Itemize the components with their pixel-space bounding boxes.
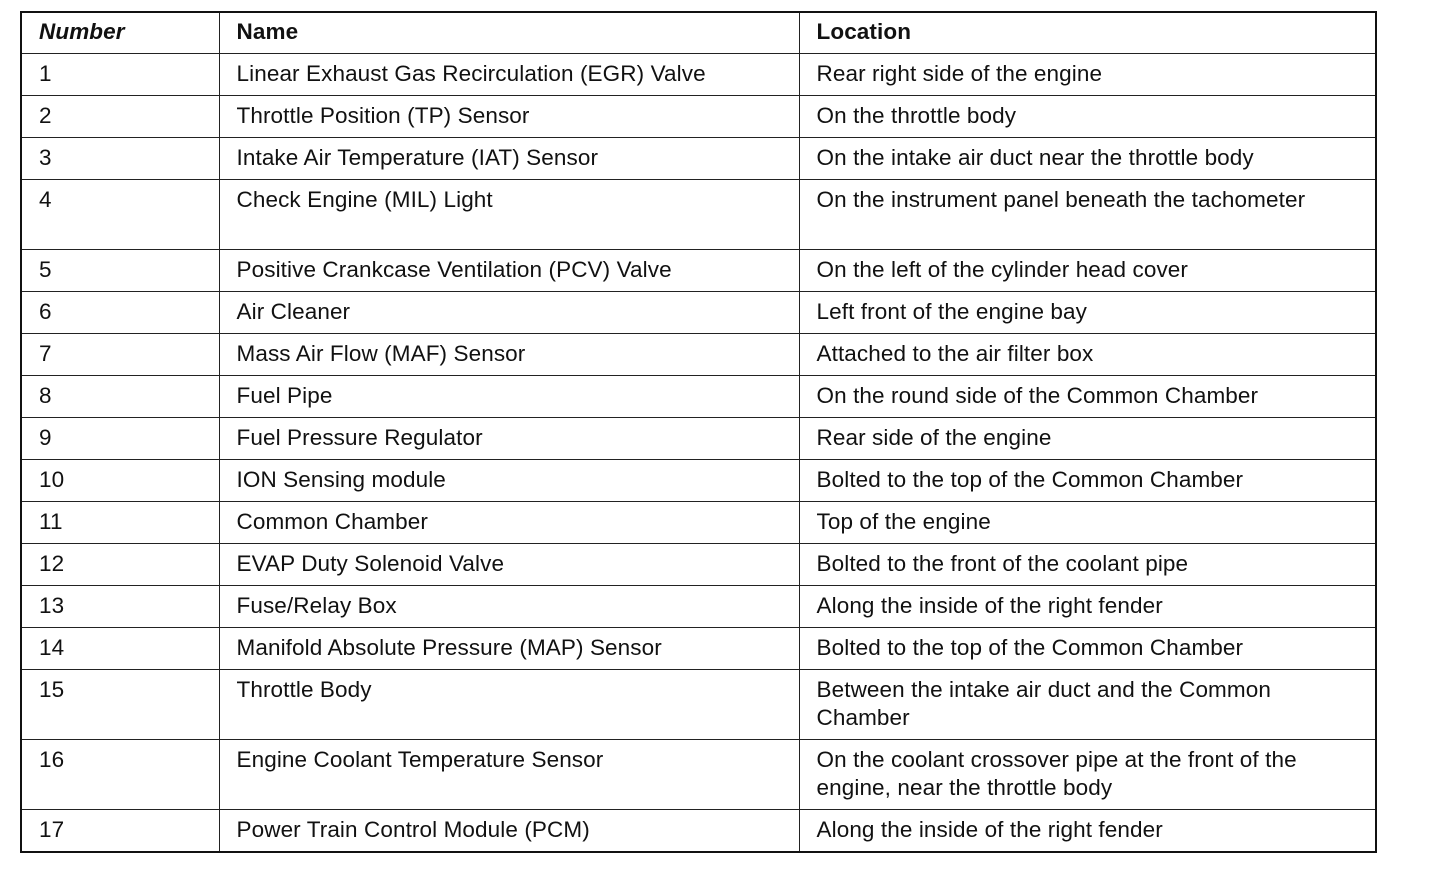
cell-location: Along the inside of the right fender [799, 810, 1376, 853]
cell-number: 17 [21, 810, 219, 853]
cell-location: Top of the engine [799, 502, 1376, 544]
cell-name: Air Cleaner [219, 292, 799, 334]
table-row [21, 460, 1376, 502]
cell-name: Check Engine (MIL) Light [219, 180, 799, 250]
cell-location: On the instrument panel beneath the tachometer [799, 180, 1376, 250]
cell-number: 7 [21, 334, 219, 376]
header-name: Name [219, 12, 799, 54]
cell-number: 12 [21, 544, 219, 586]
cell-number: 13 [21, 586, 219, 628]
table-row [21, 96, 1376, 138]
cell-number: 10 [21, 460, 219, 502]
table-row [21, 586, 1376, 628]
cell-location: On the intake air duct near the throttle body [799, 138, 1376, 180]
cell-location: Along the inside of the right fender [799, 586, 1376, 628]
cell-name: Common Chamber [219, 502, 799, 544]
cell-name: Manifold Absolute Pressure (MAP) Sensor [219, 628, 799, 670]
cell-name: Fuse/Relay Box [219, 586, 799, 628]
table-row [21, 54, 1376, 96]
cell-location: On the coolant crossover pipe at the front of the engine, near the throttle body [799, 740, 1376, 810]
header-number: Number [21, 12, 219, 54]
cell-name: Fuel Pressure Regulator [219, 418, 799, 460]
table-row [21, 740, 1376, 810]
cell-name: Fuel Pipe [219, 376, 799, 418]
cell-number: 3 [21, 138, 219, 180]
cell-name: Linear Exhaust Gas Recirculation (EGR) Valve [219, 54, 799, 96]
table-header-row [21, 12, 1376, 54]
cell-location: On the throttle body [799, 96, 1376, 138]
cell-number: 8 [21, 376, 219, 418]
table-row [21, 628, 1376, 670]
cell-location: Between the intake air duct and the Common Chamber [799, 670, 1376, 740]
cell-number: 2 [21, 96, 219, 138]
table-row [21, 502, 1376, 544]
component-table-container [20, 11, 1377, 853]
cell-number: 1 [21, 54, 219, 96]
cell-name: Mass Air Flow (MAF) Sensor [219, 334, 799, 376]
cell-name: Throttle Position (TP) Sensor [219, 96, 799, 138]
table-row [21, 292, 1376, 334]
cell-name: EVAP Duty Solenoid Valve [219, 544, 799, 586]
cell-number: 15 [21, 670, 219, 740]
component-location-table [20, 11, 1377, 853]
table-row [21, 544, 1376, 586]
table-row [21, 180, 1376, 250]
table-row [21, 810, 1376, 853]
cell-name: Throttle Body [219, 670, 799, 740]
cell-number: 6 [21, 292, 219, 334]
cell-location: Bolted to the front of the coolant pipe [799, 544, 1376, 586]
cell-name: Power Train Control Module (PCM) [219, 810, 799, 853]
cell-name: Engine Coolant Temperature Sensor [219, 740, 799, 810]
cell-location: Attached to the air filter box [799, 334, 1376, 376]
cell-number: 4 [21, 180, 219, 250]
cell-location: On the left of the cylinder head cover [799, 250, 1376, 292]
cell-number: 16 [21, 740, 219, 810]
cell-location: Bolted to the top of the Common Chamber [799, 628, 1376, 670]
table-row [21, 250, 1376, 292]
cell-number: 5 [21, 250, 219, 292]
table-row [21, 670, 1376, 740]
table-row [21, 138, 1376, 180]
cell-number: 14 [21, 628, 219, 670]
cell-location: Rear side of the engine [799, 418, 1376, 460]
cell-location: Left front of the engine bay [799, 292, 1376, 334]
cell-name: Intake Air Temperature (IAT) Sensor [219, 138, 799, 180]
cell-name: ION Sensing module [219, 460, 799, 502]
table-row [21, 334, 1376, 376]
header-location: Location [799, 12, 1376, 54]
cell-location: Rear right side of the engine [799, 54, 1376, 96]
cell-location: Bolted to the top of the Common Chamber [799, 460, 1376, 502]
cell-name: Positive Crankcase Ventilation (PCV) Valve [219, 250, 799, 292]
table-row [21, 376, 1376, 418]
cell-number: 9 [21, 418, 219, 460]
table-row [21, 418, 1376, 460]
cell-number: 11 [21, 502, 219, 544]
cell-location: On the round side of the Common Chamber [799, 376, 1376, 418]
